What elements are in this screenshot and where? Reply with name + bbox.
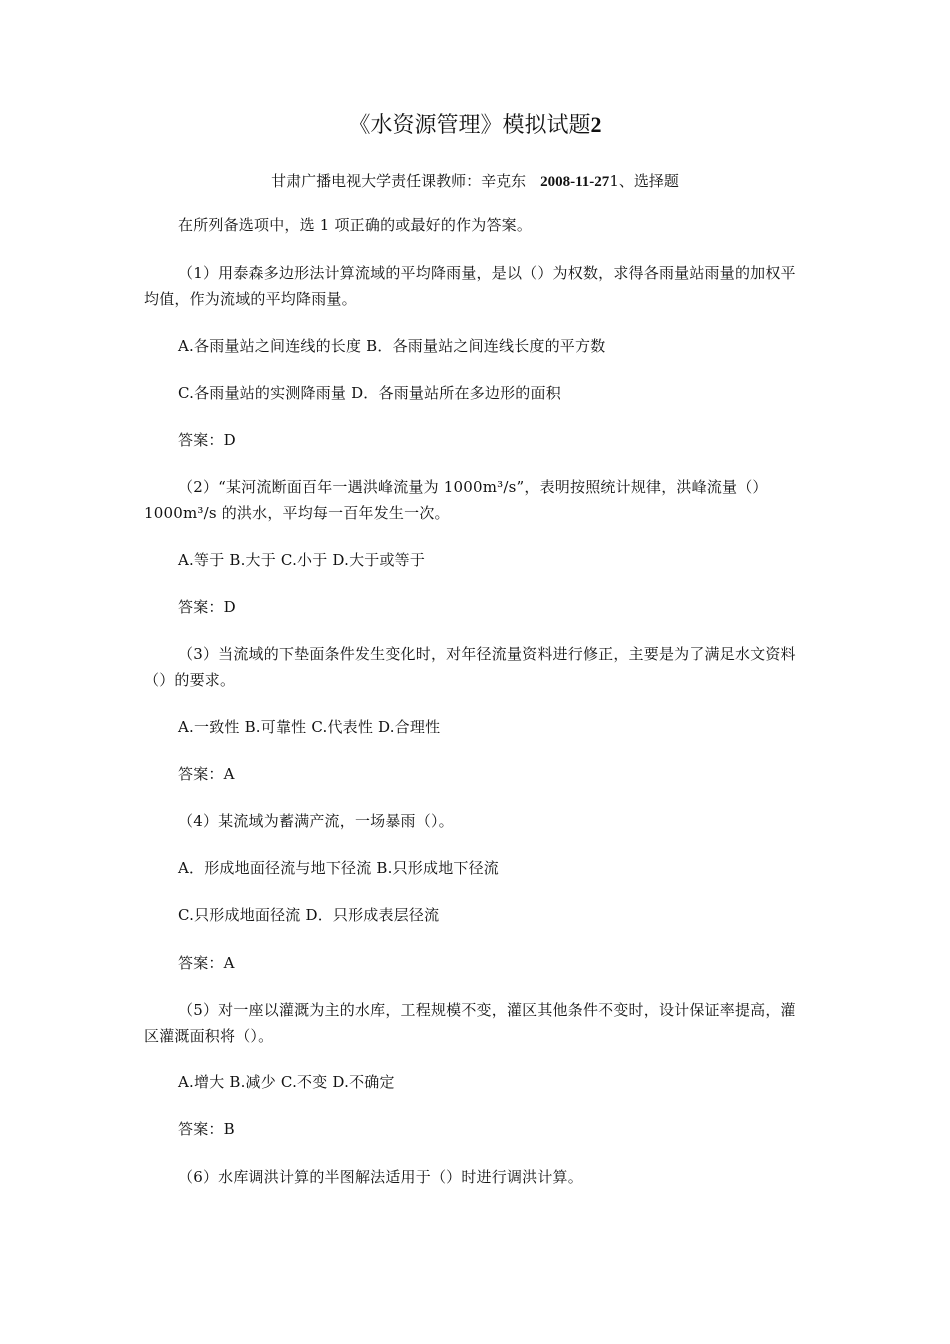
question-3-options: A.一致性 B.可靠性 C.代表性 D.合理性 (178, 718, 441, 736)
question-3-answer: 答案：A (178, 765, 235, 783)
question-2-answer: 答案：D (178, 598, 236, 616)
question-4: （4）某流域为蓄满产流，一场暴雨（）。 (178, 812, 454, 830)
question-1-options-cd: C.各雨量站的实测降雨量 D．各雨量站所在多边形的面积 (178, 384, 561, 402)
document-title (0, 110, 950, 141)
author-line: 甘肃广播电视大学责任课教师：辛克东 (271, 172, 527, 190)
question-1: （1）用泰森多边形法计算流域的平均降雨量，是以（）为权数，求得各雨量站雨量的加权平均值，作为流域的平均降雨量。 (144, 264, 796, 308)
section-heading: 1、选择题 (609, 172, 679, 190)
question-5-options: A.增大 B.减少 C.不变 D.不确定 (178, 1073, 395, 1091)
question-6: （6）水库调洪计算的半图解法适用于（）时进行调洪计算。 (178, 1168, 583, 1186)
instruction-text: 在所列备选项中，选 1 项正确的或最好的作为答案。 (178, 216, 533, 234)
question-2: （2）“某河流断面百年一遇洪峰流量为 1000m³/s”，表明按照统计规律，洪峰流量（）1000m³/s 的洪水，平均每一百年发生一次。 (144, 478, 768, 522)
title-number: 2 (590, 112, 602, 137)
question-5: （5）对一座以灌溉为主的水库，工程规模不变，灌区其他条件不变时，设计保证率提高，灌区灌溉面积将（）。 (144, 1001, 796, 1045)
question-5-answer: 答案：B (178, 1120, 235, 1138)
title-text: 《水资源管理》模拟试题 (348, 113, 591, 138)
question-1-answer: 答案：D (178, 431, 236, 449)
question-4-options-ab: A．形成地面径流与地下径流 B.只形成地下径流 (178, 859, 499, 877)
question-1-options-ab: A.各雨量站之间连线的长度 B．各雨量站之间连线长度的平方数 (178, 337, 606, 355)
question-4-answer: 答案：A (178, 954, 235, 972)
question-3: （3）当流域的下垫面条件发生变化时，对年径流量资料进行修正，主要是为了满足水文资料（）的要求。 (144, 645, 796, 689)
document-subtitle (0, 170, 950, 193)
question-2-options: A.等于 B.大于 C.小于 D.大于或等于 (178, 551, 426, 569)
document-date: 2008-11-27 (540, 174, 610, 190)
question-4-options-cd: C.只形成地面径流 D．只形成表层径流 (178, 906, 440, 924)
